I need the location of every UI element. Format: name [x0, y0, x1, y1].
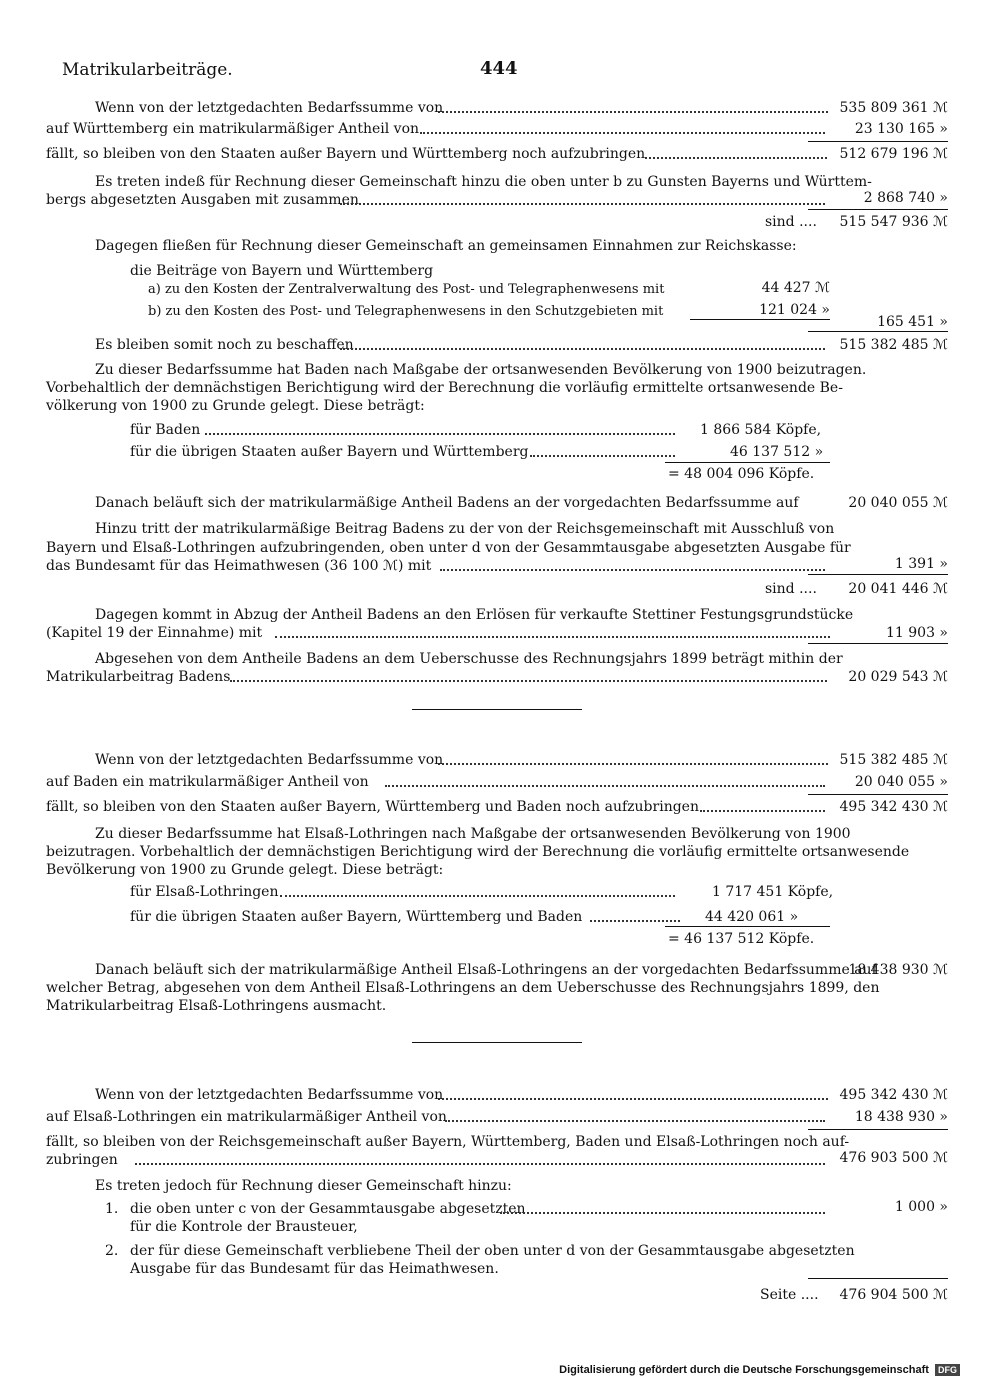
amount: 165 451 » — [877, 314, 948, 330]
amount: 495 342 430 ℳ — [839, 1087, 948, 1103]
amount: 20 041 446 ℳ — [848, 581, 948, 597]
amount: 515 547 936 ℳ — [839, 214, 948, 230]
amount: 11 903 » — [885, 625, 948, 641]
text-line: fällt, so bleiben von der Reichsgemeinschaft außer Bayern, Württemberg, Baden und Elsaß-Lothringen noch auf- — [46, 1134, 850, 1150]
text-line: auf Elsaß-Lothringen ein matrikularmäßiger Antheil von — [46, 1109, 447, 1125]
amount: 20 040 055 » — [854, 774, 948, 790]
text-line: Seite .... — [760, 1287, 819, 1303]
text-line: Zu dieser Bedarfssumme hat Elsaß-Lothringen nach Maßgabe der ortsanwesenden Bevölkerung von 1900 — [95, 826, 851, 842]
text-line: fällt, so bleiben von den Staaten außer Bayern, Württemberg und Baden noch aufzubringen — [46, 799, 699, 815]
amount: 20 040 055 ℳ — [848, 495, 948, 511]
list-number: 2. — [105, 1243, 119, 1259]
text-line: der für diese Gemeinschaft verbliebene Theil der oben unter d von der Gesammtausgabe abgesetzten — [130, 1243, 855, 1259]
amount: = 46 137 512 Köpfe. — [668, 931, 815, 947]
text-line: Dagegen kommt in Abzug der Antheil Badens an den Erlösen für verkaufte Stettiner Festungsgrundstücke — [95, 607, 854, 623]
text-line: Es bleiben somit noch zu beschaffen — [95, 337, 354, 353]
text-line: die Beiträge von Bayern und Württemberg — [130, 263, 434, 279]
text-line: für die übrigen Staaten außer Bayern und Württemberg — [130, 444, 529, 460]
amount: 515 382 485 ℳ — [839, 337, 948, 353]
text-line: fällt, so bleiben von den Staaten außer Bayern und Württemberg noch aufzubringen — [46, 146, 646, 162]
amount: 1 717 451 Köpfe, — [712, 884, 834, 900]
text-line: zubringen — [46, 1152, 118, 1168]
text-line: für die Kontrole der Brausteuer, — [130, 1219, 358, 1235]
text-line: Vorbehaltlich der demnächstigen Berichtigung wird der Berechnung die vorläufig ermittelte ortsanwesende Be- — [46, 380, 843, 396]
text-line: Es treten jedoch für Rechnung dieser Gemeinschaft hinzu: — [95, 1178, 512, 1194]
text-line: Danach beläuft sich der matrikularmäßige Antheil Elsaß-Lothringens an der vorgedachten Bedarfssumme auf — [95, 962, 877, 978]
amount: 476 904 500 ℳ — [839, 1287, 948, 1303]
text-line: Danach beläuft sich der matrikularmäßige Antheil Badens an der vorgedachten Bedarfssumme auf — [95, 495, 799, 511]
text-line: für Elsaß-Lothringen — [130, 884, 279, 900]
text-line: b) zu den Kosten des Post- und Telegraphenwesens in den Schutzgebieten mit — [148, 304, 664, 319]
amount: 1 391 » — [894, 556, 948, 572]
amount: 2 868 740 » — [863, 190, 948, 206]
text-line: auf Baden ein matrikularmäßiger Antheil von — [46, 774, 369, 790]
amount: 44 427 ℳ — [761, 280, 830, 296]
text-line: Es treten indeß für Rechnung dieser Gemeinschaft hinzu die oben unter b zu Gunsten Bayerns und Württem- — [95, 174, 872, 190]
text-line: Wenn von der letztgedachten Bedarfssumme von — [95, 752, 444, 768]
text-line: Hinzu tritt der matrikularmäßige Beitrag Badens zu der von der Reichsgemeinschaft mit Ausschluß von — [95, 521, 835, 537]
amount: 23 130 165 » — [854, 121, 948, 137]
section-divider — [412, 1042, 582, 1043]
text-line: das Bundesamt für das Heimathwesen (36 100 ℳ) mit — [46, 558, 432, 574]
running-header: Matrikularbeiträge. — [62, 60, 233, 80]
text-line: für die übrigen Staaten außer Bayern, Württemberg und Baden — [130, 909, 583, 925]
text-line: beizutragen. Vorbehaltlich der demnächstigen Berichtigung wird der Berechnung die vorläufig ermittelte ortsanwesende — [46, 844, 910, 860]
text-line: bergs abgesetzten Ausgaben mit zusammen — [46, 192, 359, 208]
amount: 20 029 543 ℳ — [848, 669, 948, 685]
text-line: sind .... — [765, 581, 817, 597]
text-line: Matrikularbeitrag Badens — [46, 669, 231, 685]
page-number: 444 — [480, 58, 518, 79]
text-line: Dagegen fließen für Rechnung dieser Gemeinschaft an gemeinsamen Einnahmen zur Reichskasse: — [95, 238, 797, 254]
text-line: a) zu den Kosten der Zentralverwaltung des Post- und Telegraphenwesens mit — [148, 282, 665, 297]
amount: 1 866 584 Köpfe, — [700, 422, 822, 438]
amount: 1 000 » — [894, 1199, 948, 1215]
amount: 44 420 061 » — [705, 909, 799, 925]
list-number: 1. — [105, 1201, 119, 1217]
amount: 535 809 361 ℳ — [839, 100, 948, 116]
text-line: auf Württemberg ein matrikularmäßiger Antheil von — [46, 121, 420, 137]
text-line: für Baden — [130, 422, 201, 438]
text-line: völkerung von 1900 zu Grunde gelegt. Diese beträgt: — [46, 398, 425, 414]
amount: 495 342 430 ℳ — [839, 799, 948, 815]
section-divider — [412, 709, 582, 710]
text-line: Bayern und Elsaß-Lothringen aufzubringenden, oben unter d von der Gesammtausgabe abgesetzten Ausgabe für — [46, 540, 851, 556]
text-line: (Kapitel 19 der Einnahme) mit — [46, 625, 263, 641]
footer-credit — [559, 1364, 960, 1376]
amount: 18 438 930 ℳ — [848, 962, 948, 978]
amount: 46 137 512 » — [730, 444, 824, 460]
amount: 18 438 930 » — [854, 1109, 948, 1125]
text-line: die oben unter c von der Gesammtausgabe abgesetzten — [130, 1201, 526, 1217]
dfg-logo: DFG — [935, 1364, 960, 1376]
text-line: Matrikularbeitrag Elsaß-Lothringens ausmacht. — [46, 998, 387, 1014]
amount: 515 382 485 ℳ — [839, 752, 948, 768]
text-line: Bevölkerung von 1900 zu Grunde gelegt. Diese beträgt: — [46, 862, 444, 878]
text-line: Zu dieser Bedarfssumme hat Baden nach Maßgabe der ortsanwesenden Bevölkerung von 1900 beizutragen. — [95, 362, 867, 378]
amount: 121 024 » — [759, 302, 830, 318]
text-line: Abgesehen von dem Antheile Badens an dem Ueberschusse des Rechnungsjahrs 1899 beträgt mithin der — [95, 651, 843, 667]
text-line: sind .... — [765, 214, 817, 230]
text-line: Wenn von der letztgedachten Bedarfssumme von — [95, 1087, 444, 1103]
footer-text: Digitalisierung gefördert durch die Deutsche Forschungsgemeinschaft — [559, 1364, 929, 1376]
amount: 512 679 196 ℳ — [839, 146, 948, 162]
text-line: welcher Betrag, abgesehen von dem Antheil Elsaß-Lothringens an dem Ueberschusse des Rechnungsjahrs 1899, den — [46, 980, 880, 996]
text-line: Wenn von der letztgedachten Bedarfssumme von — [95, 100, 444, 116]
amount: = 48 004 096 Köpfe. — [668, 466, 815, 482]
text-line: Ausgabe für das Bundesamt für das Heimathwesen. — [130, 1261, 499, 1277]
amount: 476 903 500 ℳ — [839, 1150, 948, 1166]
